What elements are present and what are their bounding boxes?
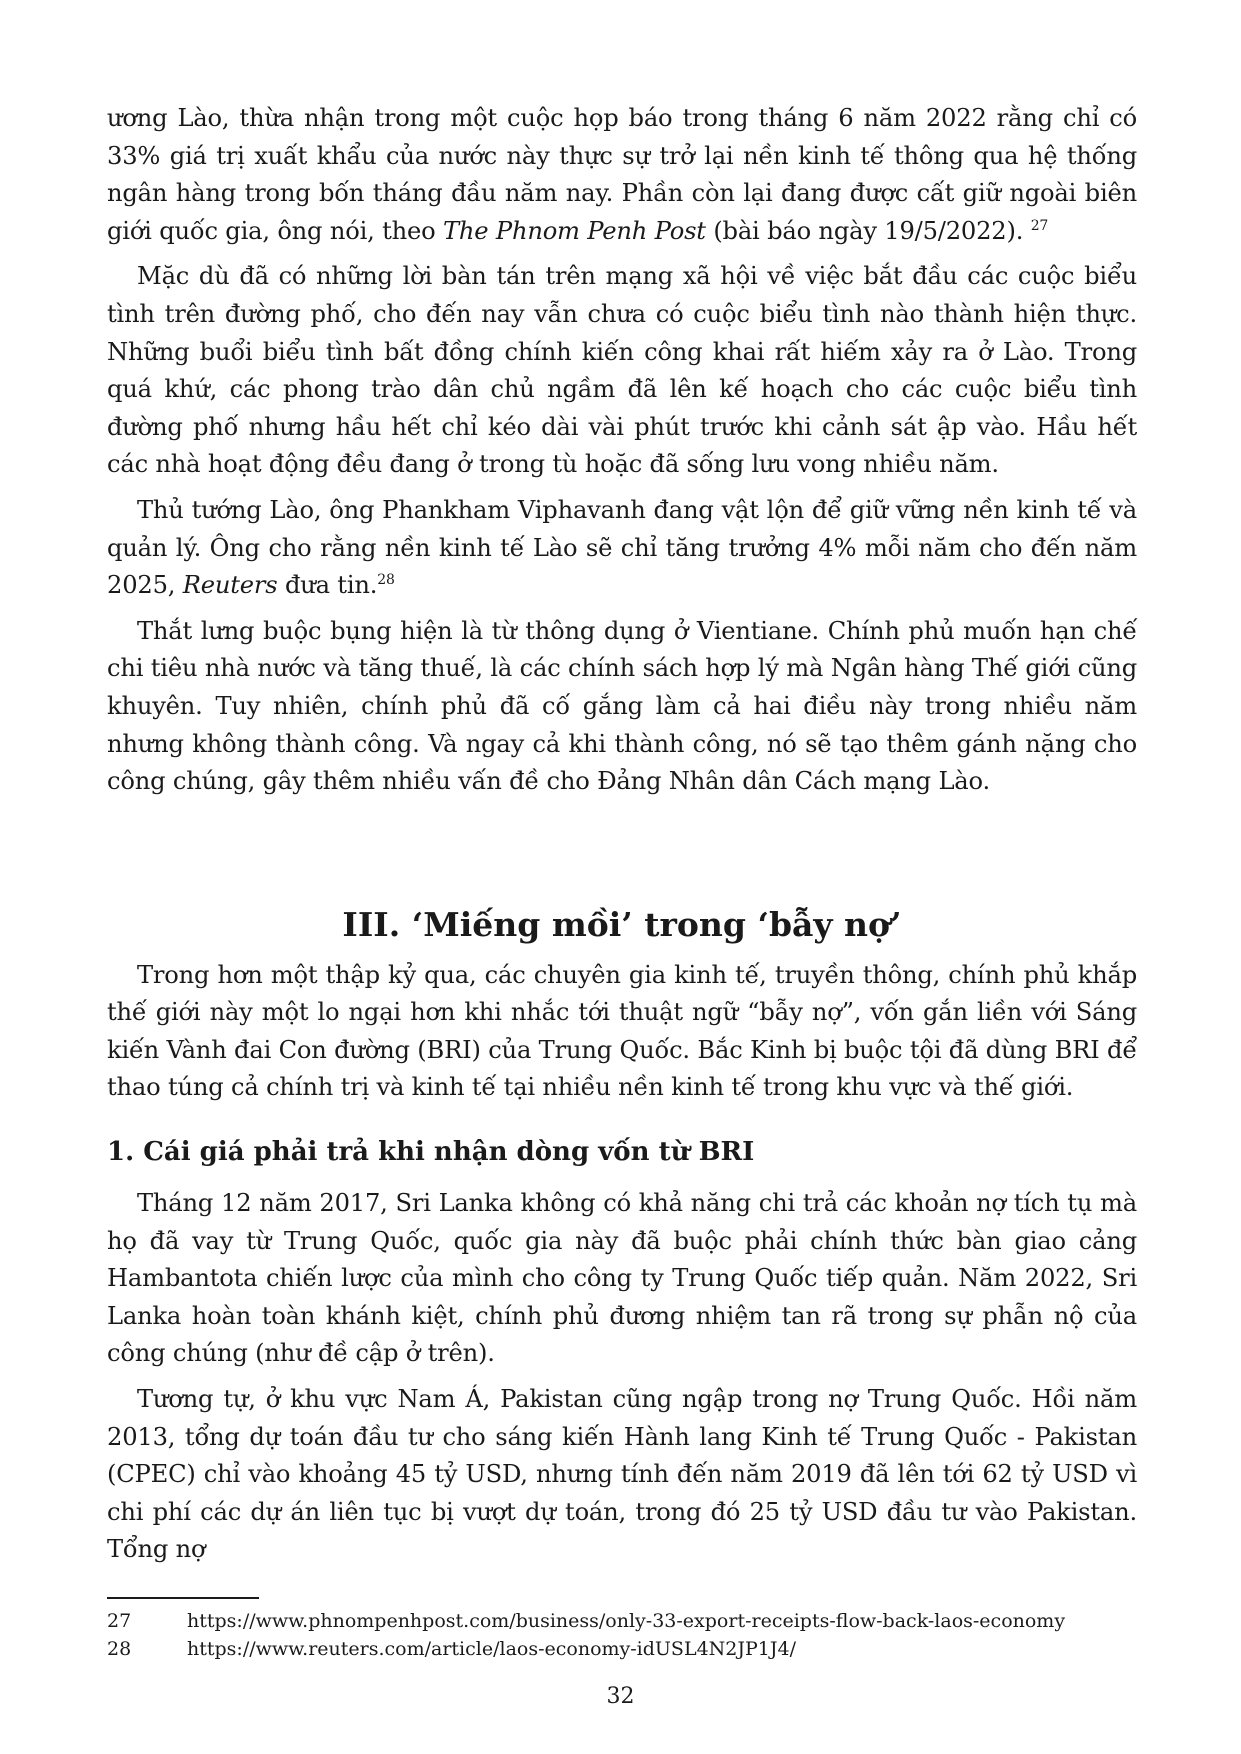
paragraph-5: Trong hơn một thập kỷ qua, các chuyên gia kinh tế, truyền thông, chính phủ khắp thế giới này một lo ngại hơn khi nhắc tới thuật ngữ “bẫy nợ”, vốn gắn liền với Sáng kiến Vành đai Con đường (BRI) của Trung Quốc. Bắc Kinh bị buộc tội đã dùng BRI để thao túng cả chính trị và kinh tế tại nhiều nền kinh tế trong khu vực và thế giới. xyxy=(107,960,1137,1102)
page-number: 32 xyxy=(606,1684,635,1709)
paragraph-4: Thắt lưng buộc bụng hiện là từ thông dụng ở Vientiane. Chính phủ muốn hạn chế chi tiêu nhà nước và tăng thuế, là các chính sách hợp lý mà Ngân hàng Thế giới cũng khuyên. Tuy nhiên, chính phủ đã cố gắng làm cả hai điều này trong nhiều năm nhưng không thành công. Và ngay cả khi thành công, nó sẽ tạo thêm gánh nặng cho công chúng, gây thêm nhiều vấn đề cho Đảng Nhân dân Cách mạng Lào. xyxy=(107,616,1137,796)
paragraph-1 xyxy=(107,100,1137,250)
paragraph-1-text-before: ương Lào, thừa nhận trong một cuộc họp báo trong tháng 6 năm 2022 rằng chỉ có 33% giá trị xuất khẩu của nước này thực sự trở lại nền kinh tế thông qua hệ thống ngân hàng trong bốn tháng đầu năm nay. Phần còn lại đang được cất giữ ngoài biên giới quốc gia, ông nói, theo xyxy=(107,104,1137,245)
footnote-28 xyxy=(107,1635,1137,1663)
footnote-divider xyxy=(107,1597,259,1599)
footnote-ref-28[interactable]: 28 xyxy=(377,572,395,589)
source-phnom-penh-post: The Phnom Penh Post xyxy=(442,216,706,245)
section-heading: III. ‘Miếng mồi’ trong ‘bẫy nợ’ xyxy=(342,904,902,944)
paragraph-7: Tương tự, ở khu vực Nam Á, Pakistan cũng ngập trong nợ Trung Quốc. Hồi năm 2013, tổng dự toán đầu tư cho sáng kiến Hành lang Kinh tế Trung Quốc - Pakistan (CPEC) chỉ vào khoảng 45 tỷ USD, nhưng tính đến năm 2019 đã lên tới 62 tỷ USD vì chi phí các dự án liên tục bị vượt dự toán, trong đó 25 tỷ USD đầu tư vào Pakistan. Tổng nợ xyxy=(107,1385,1137,1564)
paragraph-3 xyxy=(107,492,1137,605)
footnote-number: 28 xyxy=(107,1638,132,1660)
paragraph-6: Tháng 12 năm 2017, Sri Lanka không có khả năng chi trả các khoản nợ tích tụ mà họ đã vay từ Trung Quốc, quốc gia này đã buộc phải chính thức bàn giao cảng Hambantota chiến lược của mình cho công ty Trung Quốc tiếp quản. Năm 2022, Sri Lanka hoàn toàn khánh kiệt, chính phủ đương nhiệm tan rã trong sự phẫn nộ của công chúng (như đề cập ở trên). xyxy=(107,1189,1137,1368)
paragraph-3-text-after: đưa tin. xyxy=(277,571,378,600)
footnote-link[interactable]: https://www.reuters.com/article/laos-economy-idUSL4N2JP1J4/ xyxy=(187,1638,796,1660)
footnotes xyxy=(107,1607,1137,1663)
footnote-ref-27[interactable]: 27 xyxy=(1030,217,1049,234)
source-reuters: Reuters xyxy=(182,571,278,600)
paragraph-2: Mặc dù đã có những lời bàn tán trên mạng xã hội về việc bắt đầu các cuộc biểu tình trên đường phố, cho đến nay vẫn chưa có cuộc biểu tình nào thành hiện thực. Những buổi biểu tình bất đồng chính kiến công khai rất hiếm xảy ra ở Lào. Trong quá khứ, các phong trào dân chủ ngầm đã lên kế hoạch cho các cuộc biểu tình đường phố nhưng hầu hết chỉ kéo dài vài phút trước khi cảnh sát ập vào. Hầu hết các nhà hoạt động đều đang ở trong tù hoặc đã sống lưu vong nhiều năm. xyxy=(107,262,1137,479)
footnote-27 xyxy=(107,1607,1137,1635)
paragraph-3-text-before: Thủ tướng Lào, ông Phankham Viphavanh đang vật lộn để giữ vững nền kinh tế và quản lý. Ông cho rằng nền kinh tế Lào sẽ chỉ tăng trưởng 4% mỗi năm cho đến năm 2025, xyxy=(107,495,1137,600)
page-body xyxy=(107,100,1137,1577)
footnote-link[interactable]: https://www.phnompenhpost.com/business/only-33-export-receipts-flow-back-laos-economy xyxy=(187,1610,1066,1632)
paragraph-1-text-after: (bài báo ngày 19/5/2022). xyxy=(705,216,1031,245)
subsection-heading: 1. Cái giá phải trả khi nhận dòng vốn từ BRI xyxy=(107,1137,755,1168)
footnote-number: 27 xyxy=(107,1610,132,1632)
